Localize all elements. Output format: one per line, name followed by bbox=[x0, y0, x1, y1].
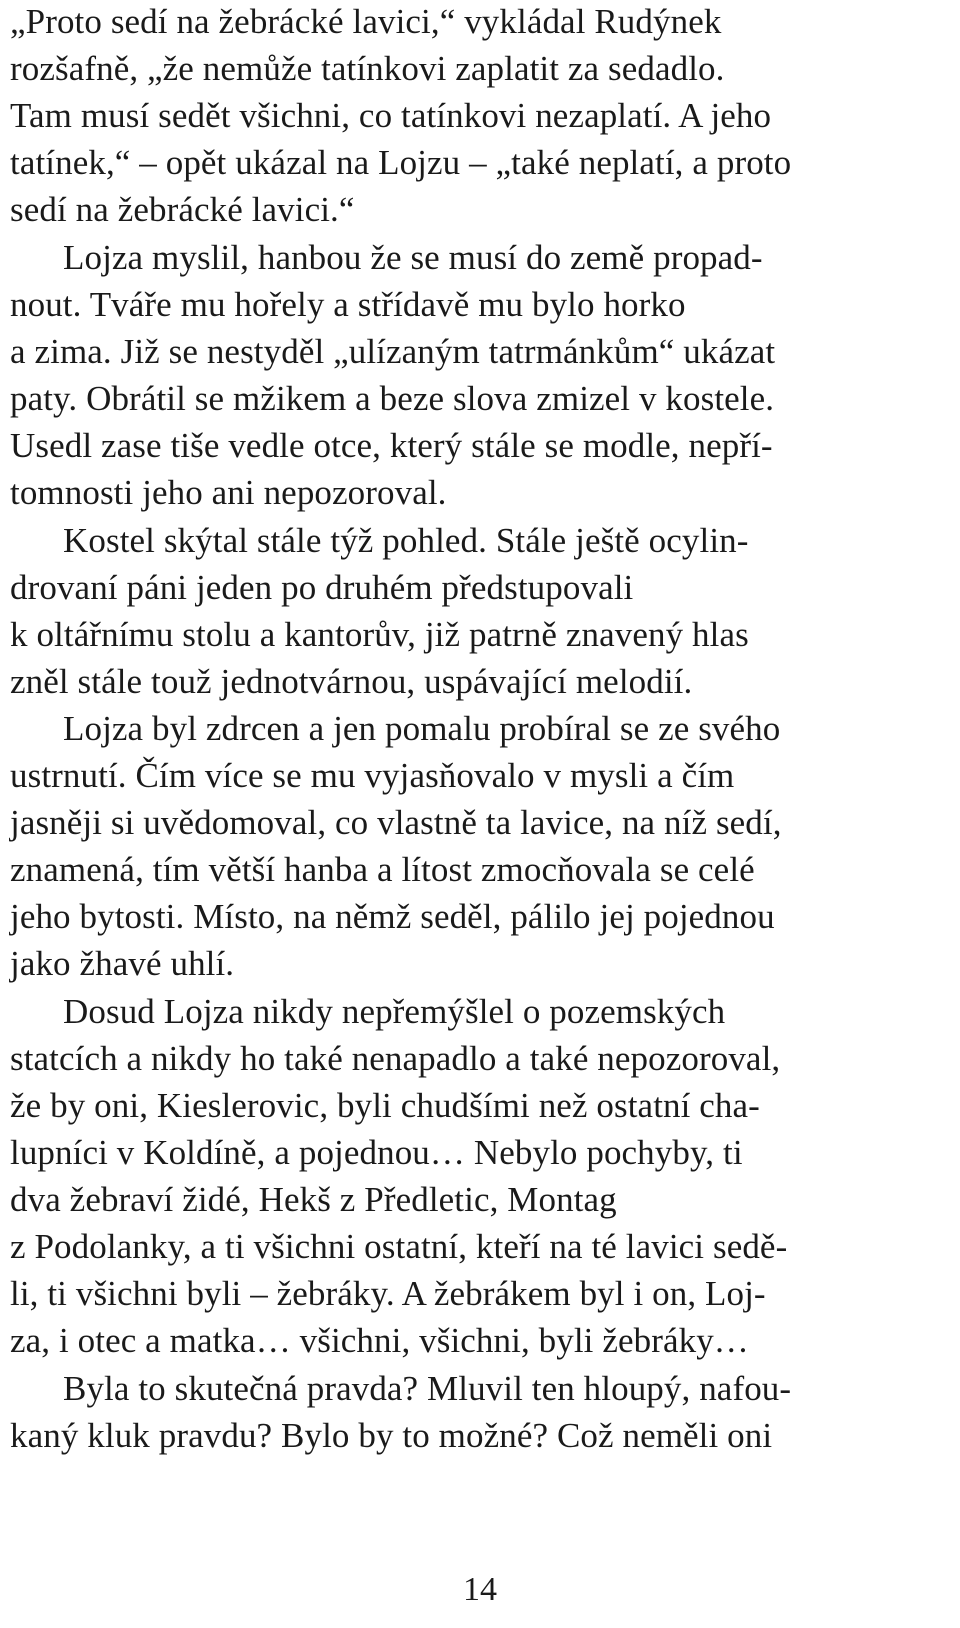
text-line: nout. Tváře mu hořely a střídavě mu bylo horko bbox=[10, 285, 686, 324]
page-number: 14 bbox=[463, 1571, 497, 1608]
text-line: k oltářnímu stolu a kantorův, již patrně znavený hlas bbox=[10, 615, 749, 654]
text-line: tomnosti jeho ani nepozoroval. bbox=[10, 473, 447, 512]
text-line: tatínek,“ – opět ukázal na Lojzu – „také neplatí, a proto bbox=[10, 143, 792, 182]
text-line: sedí na žebrácké lavici.“ bbox=[10, 190, 355, 229]
paragraph-start-line: Kostel skýtal stále týž pohled. Stále ještě ocylin- bbox=[63, 521, 749, 560]
text-line: za, i otec a matka… všichni, všichni, byli žebráky… bbox=[10, 1321, 749, 1360]
text-line: li, ti všichni byli – žebráky. A žebrákem byl i on, Loj- bbox=[10, 1274, 766, 1313]
text-line: Usedl zase tiše vedle otce, který stále se modle, nepří- bbox=[10, 426, 773, 465]
paragraph-start-line: Lojza myslil, hanbou že se musí do země propad- bbox=[63, 238, 763, 277]
paragraph-start-line: Dosud Lojza nikdy nepřemýšlel o pozemských bbox=[63, 992, 726, 1031]
text-line: ustrnutí. Čím více se mu vyjasňovalo v mysli a čím bbox=[10, 756, 735, 795]
text-line: lupníci v Koldíně, a pojednou… Nebylo pochyby, ti bbox=[10, 1133, 743, 1172]
text-line: z Podolanky, a ti všichni ostatní, kteří na té lavici sedě- bbox=[10, 1227, 788, 1266]
text-line: znamená, tím větší hanba a lítost zmocňovala se celé bbox=[10, 850, 755, 889]
text-line: kaný kluk pravdu? Bylo by to možné? Což neměli oni bbox=[10, 1416, 773, 1455]
text-line: zněl stále touž jednotvárnou, uspávající melodií. bbox=[10, 662, 693, 701]
text-line: jako žhavé uhlí. bbox=[10, 944, 235, 983]
text-line: jeho bytosti. Místo, na němž seděl, pálilo jej pojednou bbox=[10, 897, 775, 936]
text-line: statcích a nikdy ho také nenapadlo a také nepozoroval, bbox=[10, 1039, 781, 1078]
paragraph-start-line: Lojza byl zdrcen a jen pomalu probíral se ze svého bbox=[63, 709, 781, 748]
paragraph-start-line: Byla to skutečná pravda? Mluvil ten hloupý, nafou- bbox=[63, 1369, 792, 1408]
text-line: Tam musí sedět všichni, co tatínkovi nezaplatí. A jeho bbox=[10, 96, 772, 135]
text-line: drovaní páni jeden po druhém předstupovali bbox=[10, 568, 634, 607]
text-line: paty. Obrátil se mžikem a beze slova zmizel v kostele. bbox=[10, 379, 775, 418]
text-line: že by oni, Kieslerovic, byli chudšími než ostatní cha- bbox=[10, 1086, 760, 1125]
text-line: „Proto sedí na žebrácké lavici,“ vykládal Rudýnek bbox=[10, 2, 722, 41]
text-line: dva žebraví židé, Hekš z Předletic, Montag bbox=[10, 1180, 617, 1219]
text-line: a zima. Již se nestyděl „ulízaným tatrmánkům“ ukázat bbox=[10, 332, 776, 371]
text-line: rozšafně, „že nemůže tatínkovi zaplatit za sedadlo. bbox=[10, 49, 725, 88]
text-line: jasněji si uvědomoval, co vlastně ta lavice, na níž sedí, bbox=[10, 803, 782, 842]
